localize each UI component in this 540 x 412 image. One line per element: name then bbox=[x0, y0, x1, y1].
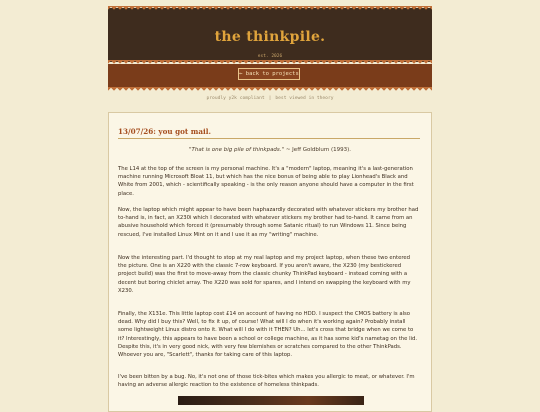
post-paragraph-5: I've been bitten by a bug. No, it's not one of those tick-bites which makes you allergic to meat, or whatever. I'm having an adverse allergic reaction to the existence of homeless thinkpads. bbox=[118, 374, 415, 389]
zigzag-border-bottom bbox=[108, 87, 432, 92]
back-to-projects-button[interactable]: ← back to projects bbox=[238, 68, 300, 80]
post-paragraph-2: Now, the laptop which might appear to have been haphazardly decorated with whatever stickers my brother had to-hand is, in fact, an X230i which I decorated with whatever stickers my brother had to-hand. It came from an abusive household which forced it (presumably through some Satanic ritual) to run Windows 11. Since being rescued, I've installed Linux Mint on it and I use it as my "writing" machine. bbox=[118, 207, 419, 238]
post-quote bbox=[118, 147, 422, 153]
post-paragraph-1: The L14 at the top of the screen is my personal machine. It's a "modern" laptop, meaning it's a last-generation machine running Microsoft Bloat 11, but which has the nice bonus of being able to play Lionhead's Black and White from 2001, which - scientifically speaking - is the only reason anyone should have a computer in the first place. bbox=[118, 166, 414, 197]
tagline-right: best viewed in theory bbox=[275, 96, 334, 101]
post-photo bbox=[178, 396, 364, 405]
zigzag-border-top bbox=[108, 6, 432, 11]
site-title: the thinkpile. bbox=[214, 29, 326, 45]
zigzag-border-middle bbox=[108, 60, 432, 65]
tagline-separator: | bbox=[268, 96, 272, 101]
tagline-left: proudly y2k compliant bbox=[206, 96, 265, 101]
quote-attribution: ~ Jeff Goldblum (1993). bbox=[284, 147, 352, 153]
site-header bbox=[108, 8, 432, 62]
post-paragraph-3: Now the interesting part. I'd thought to stop at my real laptop and my project laptop, when these two entered the picture. One is an X220 with the classic 7-row keyboard. If you aren't aware, the X230 (my bestickered project build) was the first to move-away from the classic chunky ThinkPad keyboard - instead coming with a decent but boring chiclet array. The X220 was sold for spares, and I intend on swapping the keyboard with my X230. bbox=[118, 255, 411, 294]
title-divider bbox=[118, 138, 420, 139]
post-title: 13/07/26: you got mail. bbox=[118, 127, 211, 136]
tagline bbox=[108, 96, 432, 101]
post-paragraph-4: Finally, the X131e. This little laptop cost £14 on account of having no HDD. I suspect the CMOS battery is also dead. Why did I buy this? Well, to fix it up, of course! What will I do when it's working again? Probably install some lightweight Linux distro onto it. What will I do with it THEN? Uh... let's cross that bridge when we come to it? Interestingly, this appears to have been a school or college machine, as it has some kid's nametag on the lid. Despite this, it's in very good nick, with very few blemishes or scratches compared to the other ThinkPads. Whoever you are, "Scarlett", thanks for taking care of this laptop. bbox=[118, 311, 418, 359]
quote-text: "That is one big pile of thinkpads." bbox=[188, 147, 285, 153]
site-subtitle: est. 2026 bbox=[257, 54, 283, 59]
